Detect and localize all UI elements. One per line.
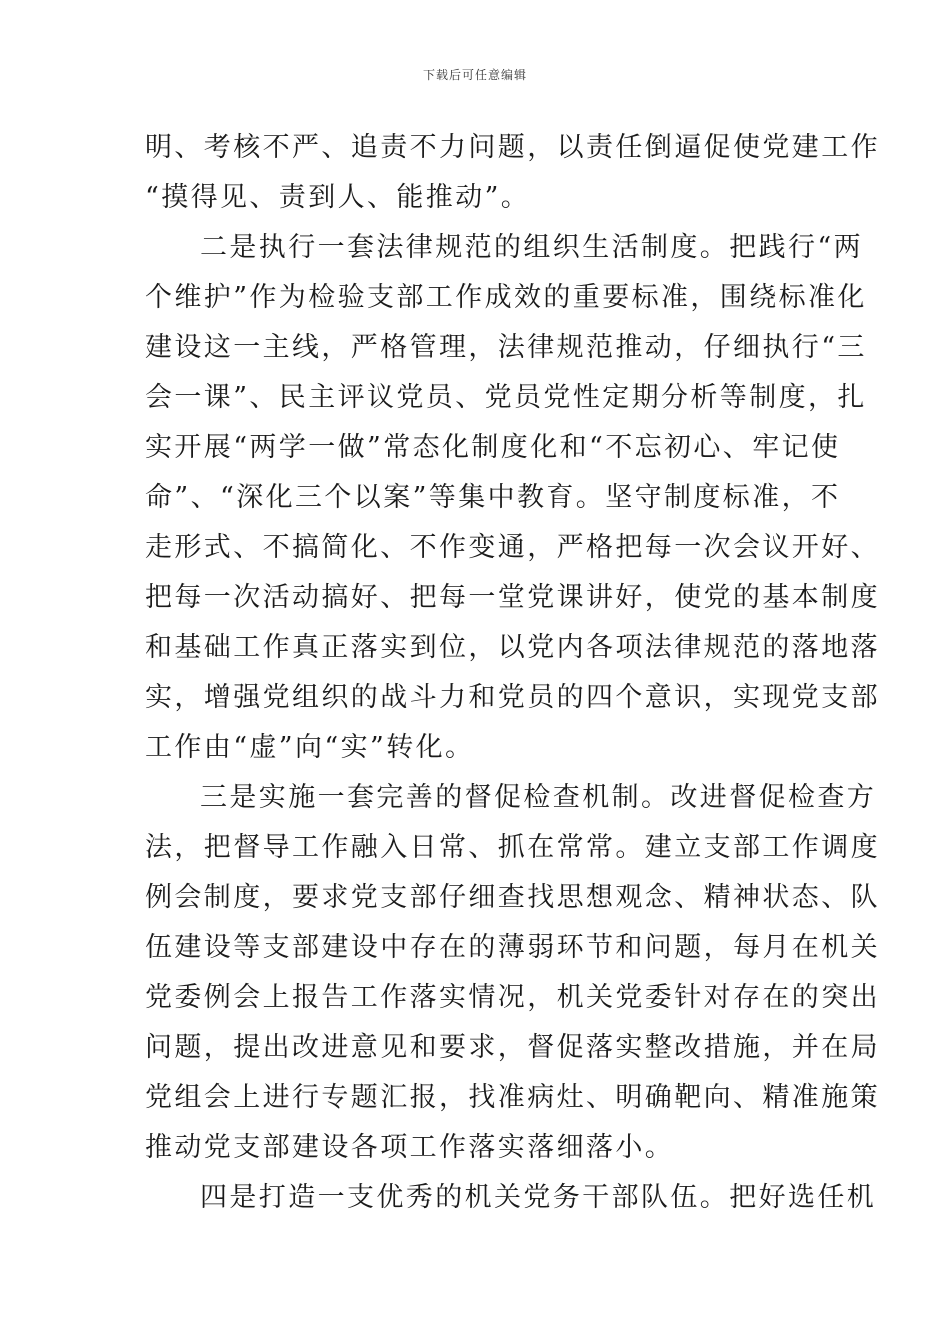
text-line: 工作由“虚”向“实”转化。 [145,732,475,763]
text-line: 实，增强党组织的战斗力和党员的四个意识，实现党支部 [145,682,880,713]
text-line: 会一课”、民主评议党员、党员党性定期分析等制度，扎 [145,382,867,413]
text-line: 命”、“深化三个以案”等集中教育。坚守制度标准，不 [145,482,841,513]
text-line: 法，把督导工作融入日常、抓在常常。建立支部工作调度 [145,832,880,863]
text-line: 走形式、不搞简化、不作变通，严格把每一次会议开好、 [145,532,880,563]
paragraph-heading-line: 二是执行一套法律规范的组织生活制度。把践行“两 [200,232,864,263]
text-line: 例会制度，要求党支部仔细查找思想观念、精神状态、队 [145,882,880,913]
text-line: 明、考核不严、追责不力问题，以责任倒逼促使党建工作 [145,132,880,163]
text-line: 和基础工作真正落实到位，以党内各项法律规范的落地落 [145,632,880,663]
download-note: 下载后可任意编辑 [422,68,527,82]
text-line: 党组会上进行专题汇报，找准病灶、明确靶向、精准施策 [145,1082,880,1113]
text-line: 党委例会上报告工作落实情况，机关党委针对存在的突出 [145,982,880,1013]
paragraph-heading-line: 四是打造一支优秀的机关党务干部队伍。把好选任机 [200,1182,877,1213]
text-line: 伍建设等支部建设中存在的薄弱环节和问题，每月在机关 [145,932,880,963]
paragraph-heading-line: 三是实施一套完善的督促检查机制。改进督促检查方 [200,782,877,813]
text-line: 问题，提出改进意见和要求，督促落实整改措施，并在局 [145,1032,880,1063]
text-line: 建设这一主线，严格管理，法律规范推动，仔细执行“三 [145,332,867,363]
text-line: 个维护”作为检验支部工作成效的重要标准，围绕标准化 [145,282,867,313]
text-line: “摸得见、责到人、能推动”。 [145,182,531,213]
text-line: 把每一次活动搞好、把每一堂党课讲好，使党的基本制度 [145,582,880,613]
text-line: 实开展“两学一做”常态化制度化和“不忘初心、牢记使 [145,432,841,463]
text-line: 推动党支部建设各项工作落实落细落小。 [145,1132,675,1163]
